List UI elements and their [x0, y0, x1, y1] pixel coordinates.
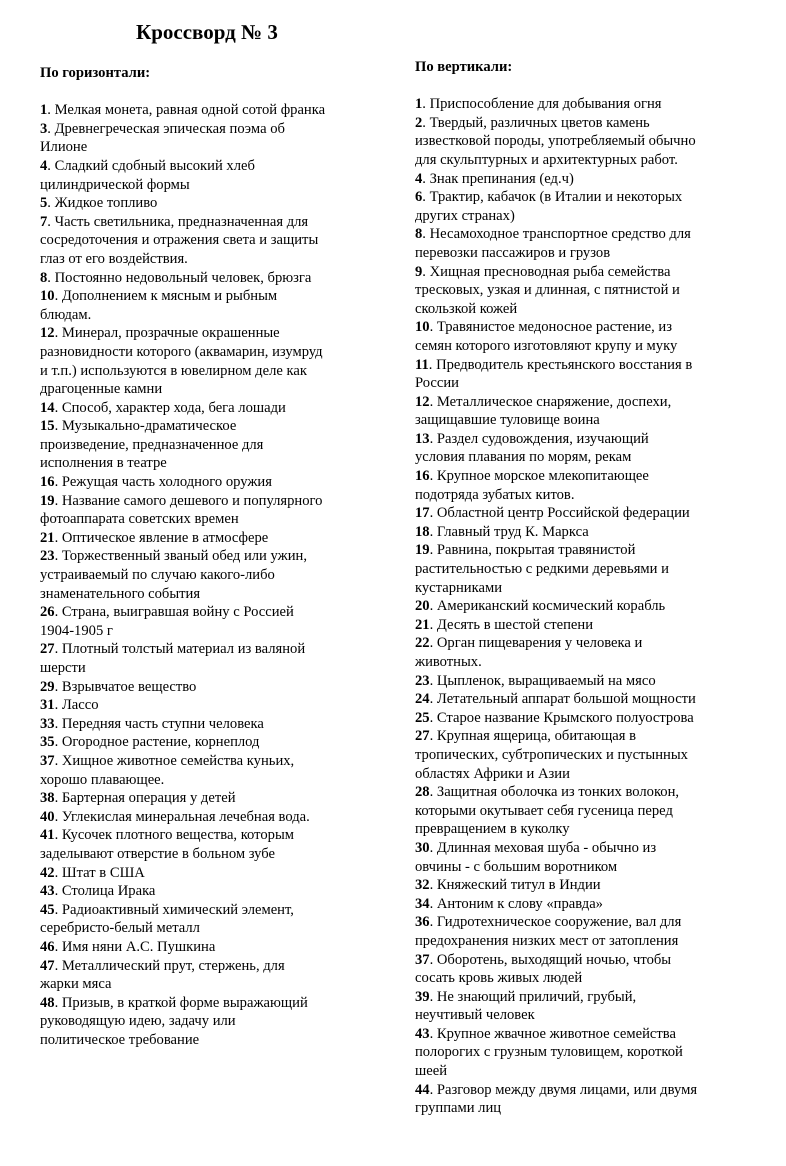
- clue-number: 7: [40, 213, 48, 230]
- clue-text-line: руководящую идею, задачу или: [40, 1013, 236, 1030]
- clue-item: 12. Минерал, прозрачные окрашенные разновидности которого (аквамарин, изумруд и т.п.) используются в ювелирном деле как драгоценные камни: [40, 325, 323, 398]
- clue-text-line: Твердый, различных цветов камень: [429, 114, 650, 131]
- clue-text-line: Металлическое снаряжение, доспехи,: [436, 393, 672, 410]
- clue-item: 19. Равнина, покрытая травянистой растительностью с редкими деревьями и кустарниками: [415, 542, 669, 596]
- clue-number: 44: [415, 1081, 430, 1098]
- clue-text-line: Летательный аппарат большой мощности: [436, 691, 696, 708]
- clue-item: 39. Не знающий приличий, грубый, неучтивый человек: [415, 988, 637, 1024]
- clue-item: 10. Дополнением к мясным и рыбным блюдам.: [40, 288, 278, 323]
- clue-text-line: Травянистое медоносное растение, из: [436, 319, 672, 336]
- clue-text-line: Кусочек плотного вещества, которым: [61, 827, 294, 844]
- clue-number: 31: [40, 697, 55, 714]
- clue-text-line: Сладкий сдобный высокий хлеб: [54, 157, 255, 174]
- clue-number: 8: [415, 226, 423, 243]
- clue-text-line: произведение, предназначенное для: [40, 436, 264, 453]
- clue-text-line: Областной центр Российской федерации: [436, 505, 690, 522]
- clue-text-line: Огородное растение, корнеплод: [61, 734, 260, 751]
- clue-item: 21. Оптическое явление в атмосфере: [40, 529, 269, 546]
- clue-text-line: Американский космический корабль: [436, 598, 666, 615]
- clue-text-line: Жидкое топливо: [54, 195, 158, 212]
- clue-item: 41. Кусочек плотного вещества, которым заделывают отверстие в больном зубе: [40, 827, 294, 862]
- clue-item: 47. Металлический прут, стержень, для жарки мяса: [40, 957, 285, 993]
- clue-text-line: Разговор между двумя лицами, или двумя: [436, 1081, 698, 1098]
- clue-item: 46. Имя няни А.С. Пушкина: [40, 938, 216, 955]
- clue-text-line: Мелкая монета, равная одной сотой франка: [54, 102, 326, 119]
- clue-text-line: устраиваемый по случаю какого-либо: [40, 567, 275, 584]
- clue-number: 45: [40, 901, 55, 918]
- clue-text-line: Орган пищеварения у человека и: [436, 635, 643, 652]
- clue-item: 21. Десять в шестой степени: [415, 616, 594, 633]
- clue-text-line: Антоним к слову «правда»: [436, 895, 603, 912]
- clue-text-line: разновидности которого (аквамарин, изумруд: [40, 343, 323, 360]
- clue-number: 19: [415, 542, 430, 559]
- clue-number: 4: [415, 170, 423, 187]
- clue-text-line: группами лиц: [415, 1100, 502, 1117]
- clue-text-line: Оптическое явление в атмосфере: [61, 529, 269, 546]
- clue-number: 23: [415, 672, 430, 689]
- clue-item: 6. Трактир, кабачок (в Италии и некоторых других странах): [415, 189, 683, 224]
- clue-item: 8. Постоянно недовольный человек, брюзга: [40, 269, 312, 286]
- clue-number: 29: [40, 678, 55, 695]
- clue-text-line: Гидротехническое сооружение, вал для: [436, 914, 682, 931]
- clue-item: 28. Защитная оболочка из тонких волокон, которыми окутывает себя гусеница перед превращением в куколку: [415, 784, 680, 838]
- clue-text-line: неучтивый человек: [415, 1007, 535, 1024]
- clue-text-line: знаменательного события: [40, 585, 201, 602]
- clue-text-line: блюдам.: [40, 306, 92, 323]
- clue-text-line: превращением в куколку: [415, 821, 570, 838]
- clue-number: 33: [40, 715, 55, 732]
- clue-item: 2. Твердый, различных цветов камень известковой породы, употребляемый обычно для скульптурных и архитектурных работ.: [415, 114, 696, 168]
- clue-number: 27: [40, 641, 55, 658]
- clue-text-line: других странах): [415, 207, 515, 224]
- clue-number: 26: [40, 604, 55, 621]
- clue-number: 13: [415, 430, 430, 447]
- clue-text-line: Знак препинания (ед.ч): [429, 170, 574, 187]
- clue-number: 25: [415, 709, 430, 726]
- clue-number: 11: [415, 356, 429, 373]
- clue-number: 16: [415, 468, 430, 485]
- clue-item: 43. Столица Ирака: [40, 883, 156, 900]
- clue-number: 36: [415, 914, 430, 931]
- clue-number: 17: [415, 505, 430, 522]
- clue-text-line: Трактир, кабачок (в Италии и некоторых: [429, 189, 683, 206]
- clue-text-line: известковой породы, употребляемый обычно: [415, 133, 696, 150]
- clue-item: 7. Часть светильника, предназначенная для сосредоточения и отражения света и защиты глаз от его воздействия.: [40, 213, 319, 267]
- clue-item: 17. Областной центр Российской федерации: [415, 505, 690, 522]
- clue-item: 8. Несамоходное транспортное средство для перевозки пассажиров и грузов: [415, 226, 691, 261]
- clue-text-line: Радиоактивный химический элемент,: [61, 901, 294, 918]
- clue-text-line: тресковых, узкая и длинная, с пятнистой и: [415, 282, 680, 299]
- clue-number: 38: [40, 790, 55, 807]
- page-title: Кроссворд № 3: [136, 20, 278, 44]
- clue-item: 26. Страна, выигравшая войну с Россией 1904-1905 г: [40, 604, 294, 639]
- clue-item: 4. Знак препинания (ед.ч): [415, 170, 574, 187]
- clue-number: 21: [415, 616, 430, 633]
- clue-number: 4: [40, 157, 48, 174]
- clue-number: 32: [415, 877, 430, 894]
- clue-item: 13. Раздел судовождения, изучающий условия плавания по морям, рекам: [415, 430, 649, 466]
- clue-text-line: Оборотень, выходящий ночью, чтобы: [436, 951, 672, 968]
- clue-text-line: которыми окутывает себя гусеница перед: [415, 802, 673, 819]
- clue-text-line: хорошо плавающее.: [40, 771, 165, 788]
- clue-text-line: Музыкально-драматическое: [61, 418, 237, 435]
- clue-text-line: Главный труд К. Маркса: [436, 523, 589, 540]
- clue-text-line: кустарниками: [415, 579, 502, 596]
- clue-text-line: овчины - с большим воротником: [415, 858, 618, 875]
- clue-item: 33. Передняя часть ступни человека: [40, 715, 264, 732]
- clue-text-line: глаз от его воздействия.: [40, 250, 188, 267]
- clue-item: 43. Крупное жвачное животное семейства полорогих с грузным туловищем, короткой шеей: [415, 1025, 683, 1080]
- clue-number: 15: [40, 418, 55, 435]
- clue-text-line: растительностью с редкими деревьями и: [415, 561, 669, 578]
- clue-text-line: Длинная меховая шуба - обычно из: [436, 839, 657, 856]
- clue-text-line: сосредоточения и отражения света и защиты: [40, 232, 319, 249]
- clue-number: 20: [415, 598, 430, 615]
- clue-text-line: Илионе: [40, 139, 88, 156]
- clue-number: 30: [415, 839, 430, 856]
- clue-item: 36. Гидротехническое сооружение, вал для предохранения низких мест от затопления: [415, 914, 682, 949]
- clue-text-line: Не знающий приличий, грубый,: [436, 988, 637, 1005]
- clue-number: 8: [40, 269, 48, 286]
- clue-number: 21: [40, 529, 55, 546]
- clue-text-line: шерсти: [40, 660, 86, 676]
- clue-number: 24: [415, 691, 430, 708]
- clue-item: 44. Разговор между двумя лицами, или двумя группами лиц: [415, 1081, 698, 1117]
- clue-item: 12. Металлическое снаряжение, доспехи, защищавшие туловище воина: [415, 393, 672, 429]
- clue-text-line: шеей: [415, 1063, 448, 1080]
- clue-text-line: Древнегреческая эпическая поэма об: [54, 120, 285, 137]
- clue-item: 23. Торжественный званый обед или ужин, устраиваемый по случаю какого-либо знаменательного события: [40, 548, 307, 602]
- clue-number: 9: [415, 263, 423, 280]
- clue-number: 3: [40, 120, 48, 137]
- clue-text-line: Несамоходное транспортное средство для: [429, 226, 691, 243]
- clue-text-line: Предводитель крестьянского восстания в: [436, 356, 693, 373]
- clue-number: 35: [40, 734, 55, 751]
- clue-text-line: животных.: [415, 654, 482, 670]
- clue-text-line: перевозки пассажиров и грузов: [415, 244, 611, 261]
- clue-text-line: серебристо-белый металл: [40, 920, 200, 937]
- clue-number: 42: [40, 864, 55, 881]
- clue-text-line: Страна, выигравшая войну с Россией: [61, 604, 294, 621]
- clue-item: 15. Музыкально-драматическое произведение, предназначенное для исполнения в театре: [40, 418, 264, 472]
- clue-text-line: жарки мяса: [40, 976, 112, 993]
- clue-text-line: Название самого дешевого и популярного: [61, 492, 323, 509]
- vertical-heading: По вертикали:: [415, 59, 513, 75]
- clue-number: 14: [40, 399, 55, 416]
- clue-number: 28: [415, 784, 430, 801]
- clue-number: 1: [40, 102, 48, 119]
- clue-item: 9. Хищная пресноводная рыба семейства тресковых, узкая и длинная, с пятнистой и скользкой кожей: [415, 263, 680, 317]
- clue-item: 23. Цыпленок, выращиваемый на мясо: [415, 672, 656, 689]
- clue-text-line: драгоценные камни: [40, 381, 163, 398]
- clue-item: 22. Орган пищеварения у человека и животных.: [415, 635, 643, 670]
- vertical-clues-section: [415, 58, 760, 1118]
- clue-text-line: Равнина, покрытая травянистой: [436, 542, 636, 559]
- clue-text-line: Десять в шестой степени: [436, 616, 594, 633]
- clue-number: 41: [40, 827, 55, 844]
- clue-item: 27. Крупная ящерица, обитающая в тропических, субтропических и пустынных областях Африки и Азии: [415, 728, 688, 782]
- clue-item: 37. Оборотень, выходящий ночью, чтобы сосать кровь живых людей: [415, 951, 672, 987]
- clue-text-line: Бартерная операция у детей: [61, 790, 236, 807]
- clue-text-line: Способ, характер хода, бега лошади: [61, 399, 286, 416]
- clue-text-line: тропических, субтропических и пустынных: [415, 746, 688, 763]
- clue-text-line: и т.п.) используются в ювелирном деле как: [40, 362, 307, 379]
- clue-number: 43: [415, 1025, 430, 1042]
- clue-item: 11. Предводитель крестьянского восстания в России: [415, 356, 693, 392]
- clue-item: 34. Антоним к слову «правда»: [415, 895, 603, 912]
- clue-item: 20. Американский космический корабль: [415, 598, 666, 615]
- clue-item: 1. Приспособление для добывания огня: [415, 96, 662, 113]
- clue-item: 24. Летательный аппарат большой мощности: [415, 691, 696, 708]
- clue-text-line: Старое название Крымского полуострова: [436, 709, 694, 726]
- clue-text-line: Хищная пресноводная рыба семейства: [429, 263, 671, 280]
- clue-item: 32. Княжеский титул в Индии: [415, 877, 601, 894]
- clue-item: 42. Штат в США: [40, 864, 145, 881]
- clue-item: 35. Огородное растение, корнеплод: [40, 734, 260, 751]
- clue-item: 48. Призыв, в краткой форме выражающий руководящую идею, задачу или политическое требование: [40, 994, 308, 1048]
- clue-text-line: областях Африки и Азии: [415, 765, 570, 782]
- clue-text-line: Углекислая минеральная лечебная вода.: [61, 808, 310, 825]
- clue-item: 3. Древнегреческая эпическая поэма об Илионе: [40, 120, 285, 156]
- clue-item: 14. Способ, характер хода, бега лошади: [40, 399, 286, 416]
- clue-text-line: Плотный толстый материал из валяной: [61, 641, 306, 658]
- clue-text-line: Призыв, в краткой форме выражающий: [61, 994, 308, 1011]
- horizontal-heading: По горизонтали:: [40, 65, 151, 81]
- clue-text-line: предохранения низких мест от затопления: [415, 932, 679, 949]
- clue-number: 23: [40, 548, 55, 565]
- clue-text-line: Металлический прут, стержень, для: [61, 957, 285, 974]
- clue-number: 18: [415, 523, 430, 540]
- clue-number: 16: [40, 474, 55, 491]
- clue-text-line: Хищное животное семейства куньих,: [61, 752, 295, 769]
- clue-item: 16. Крупное морское млекопитающее подотряда зубатых китов.: [415, 468, 649, 503]
- clue-item: 45. Радиоактивный химический элемент, серебристо-белый металл: [40, 901, 294, 937]
- clue-number: 34: [415, 895, 430, 912]
- clue-text-line: Торжественный званый обед или ужин,: [61, 548, 307, 565]
- clue-text-line: подотряда зубатых китов.: [415, 486, 575, 503]
- clue-text-line: Режущая часть холодного оружия: [61, 474, 272, 491]
- clue-item: 30. Длинная меховая шуба - обычно из овчины - с большим воротником: [415, 839, 657, 875]
- vertical-clue-list: [415, 95, 760, 1118]
- clue-item: 31. Лассо: [40, 697, 99, 714]
- clue-number: 43: [40, 883, 55, 900]
- clue-text-line: России: [415, 375, 459, 392]
- clue-text-line: политическое требование: [40, 1031, 200, 1048]
- clue-text-line: Имя няни А.С. Пушкина: [61, 938, 216, 955]
- clue-number: 6: [415, 189, 423, 206]
- clue-item: 1. Мелкая монета, равная одной сотой франка: [40, 102, 326, 119]
- clue-text-line: Крупная ящерица, обитающая в: [436, 728, 637, 745]
- clue-text-line: Лассо: [61, 697, 99, 714]
- clue-text-line: Раздел судовождения, изучающий: [436, 430, 649, 447]
- clue-text-line: фотоаппарата советских времен: [40, 511, 239, 528]
- clue-number: 46: [40, 938, 55, 955]
- clue-text-line: цилиндрической формы: [40, 176, 190, 193]
- clue-item: 37. Хищное животное семейства куньих, хорошо плавающее.: [40, 752, 295, 788]
- clue-text-line: 1904-1905 г: [40, 622, 113, 639]
- clue-number: 22: [415, 635, 430, 652]
- clue-text-line: Часть светильника, предназначенная для: [54, 213, 309, 230]
- clue-text-line: Взрывчатое вещество: [61, 678, 197, 695]
- clue-item: 5. Жидкое топливо: [40, 195, 158, 212]
- clue-text-line: сосать кровь живых людей: [415, 970, 583, 987]
- clue-number: 48: [40, 994, 55, 1011]
- clue-number: 40: [40, 808, 55, 825]
- clue-text-line: условия плавания по морям, рекам: [415, 449, 632, 466]
- clue-item: 40. Углекислая минеральная лечебная вода.: [40, 808, 310, 825]
- clue-text-line: Приспособление для добывания огня: [429, 96, 662, 113]
- clue-item: 16. Режущая часть холодного оружия: [40, 474, 272, 491]
- clue-text-line: полорогих с грузным туловищем, короткой: [415, 1044, 683, 1061]
- clue-number: 47: [40, 957, 55, 974]
- clue-number: 27: [415, 728, 430, 745]
- clue-number: 12: [415, 393, 430, 410]
- clue-number: 1: [415, 96, 423, 113]
- clue-number: 5: [40, 195, 48, 212]
- clue-number: 37: [40, 752, 55, 769]
- clue-text-line: Защитная оболочка из тонких волокон,: [436, 784, 680, 801]
- clue-number: 19: [40, 492, 55, 509]
- clue-text-line: Княжеский титул в Индии: [436, 877, 601, 894]
- horizontal-clues-section: [40, 64, 370, 1049]
- clue-item: 18. Главный труд К. Маркса: [415, 523, 589, 540]
- clue-text-line: Крупное морское млекопитающее: [436, 468, 649, 485]
- clue-number: 12: [40, 325, 55, 342]
- clue-item: 27. Плотный толстый материал из валяной шерсти: [40, 641, 306, 676]
- clue-text-line: исполнения в театре: [40, 455, 167, 472]
- clue-text-line: Передняя часть ступни человека: [61, 715, 264, 732]
- clue-text-line: для скульптурных и архитектурных работ.: [415, 151, 678, 168]
- clue-text-line: Штат в США: [61, 864, 145, 881]
- clue-number: 10: [40, 288, 55, 305]
- clue-text-line: семян которого изготовляют крупу и муку: [415, 337, 678, 354]
- clue-text-line: Дополнением к мясным и рыбным: [61, 288, 278, 305]
- clue-text-line: скользкой кожей: [415, 300, 518, 317]
- clue-text-line: защищавшие туловище воина: [415, 412, 600, 429]
- clue-number: 37: [415, 951, 430, 968]
- clue-number: 10: [415, 319, 430, 336]
- clue-item: 4. Сладкий сдобный высокий хлеб цилиндрической формы: [40, 157, 255, 193]
- clue-item: 29. Взрывчатое вещество: [40, 678, 197, 695]
- clue-number: 39: [415, 988, 430, 1005]
- clue-text-line: заделывают отверстие в больном зубе: [40, 845, 275, 862]
- clue-item: 25. Старое название Крымского полуострова: [415, 709, 694, 726]
- clue-text-line: Постоянно недовольный человек, брюзга: [54, 269, 312, 286]
- clue-text-line: Крупное жвачное животное семейства: [436, 1025, 676, 1042]
- horizontal-clue-list: [40, 101, 370, 1049]
- clue-item: 19. Название самого дешевого и популярного фотоаппарата советских времен: [40, 492, 323, 528]
- clue-item: 10. Травянистое медоносное растение, из семян которого изготовляют крупу и муку: [415, 319, 678, 354]
- clue-text-line: Цыпленок, выращиваемый на мясо: [436, 672, 656, 689]
- clue-text-line: Минерал, прозрачные окрашенные: [61, 325, 280, 342]
- clue-item: 38. Бартерная операция у детей: [40, 790, 236, 807]
- clue-number: 2: [415, 114, 423, 131]
- clue-text-line: Столица Ирака: [61, 883, 156, 900]
